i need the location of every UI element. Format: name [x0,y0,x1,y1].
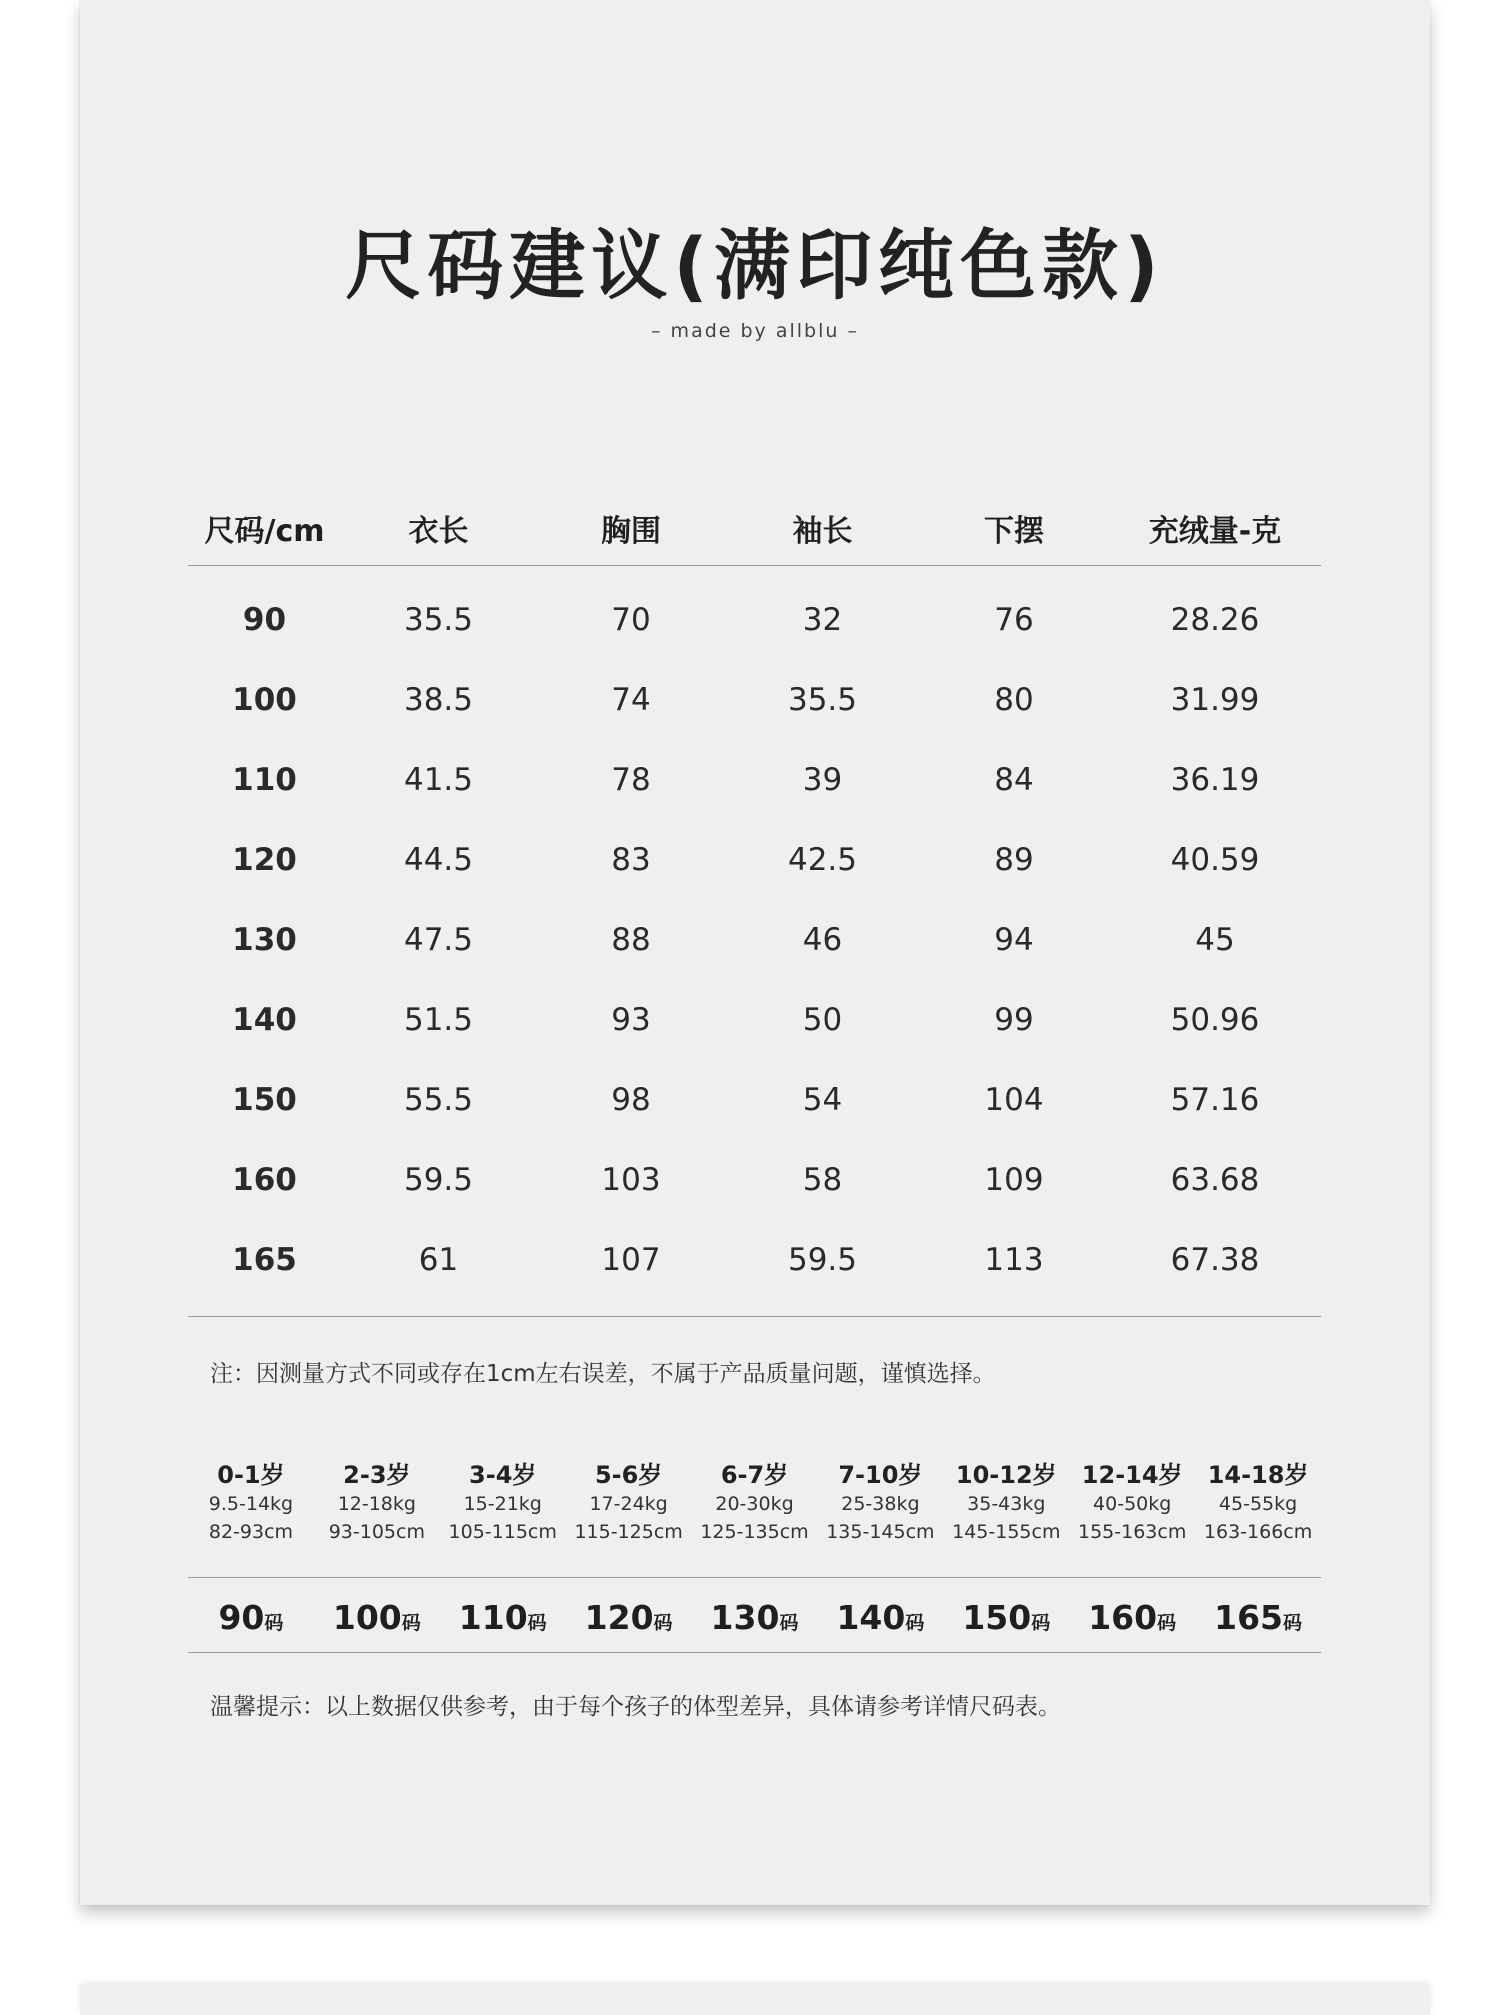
size-code-number: 160 [1088,1597,1158,1637]
page-title: 尺码建议(满印纯色款) [345,221,1165,310]
cell-chest: 83 [611,842,651,878]
size-code-unit: 码 [264,1611,284,1634]
age-range: 14-18岁 [1207,1461,1309,1489]
cell-length: 44.5 [403,842,474,878]
cell-chest: 74 [611,682,651,718]
cell-down-fill: 67.38 [1170,1242,1260,1278]
age-range: 2-3岁 [343,1461,411,1489]
size-code-number: 110 [458,1597,528,1637]
weight-range: 20-30kg [715,1493,794,1515]
size-code-unit: 码 [653,1611,673,1634]
cell-length: 41.5 [403,762,474,798]
size-code-unit: 码 [401,1611,421,1634]
table-body [188,580,1321,1300]
size-code [943,1598,1069,1637]
next-card-edge [80,1985,1430,2015]
size-code-unit: 码 [527,1611,547,1634]
cell-chest: 70 [611,602,651,638]
cell-hem: 113 [984,1242,1044,1278]
table-row [188,1140,1321,1220]
size-code [314,1598,440,1637]
weight-range: 25-38kg [841,1493,920,1515]
cell-sleeve: 32 [802,602,843,638]
age-range: 0-1岁 [217,1461,285,1489]
cell-size: 150 [232,1082,297,1118]
cell-hem: 80 [994,682,1034,718]
height-range: 82-93cm [208,1521,294,1543]
cell-size: 100 [232,682,297,718]
size-code-unit: 码 [779,1611,799,1634]
size-code-unit: 码 [905,1611,925,1634]
cell-size: 120 [232,842,297,878]
cell-down-fill: 36.19 [1170,762,1260,798]
size-code [440,1598,566,1637]
cell-chest: 93 [611,1002,651,1038]
size-table [188,490,1321,1300]
age-range: 7-10岁 [838,1461,923,1489]
cell-hem: 104 [984,1082,1044,1118]
header-down-fill: 充绒量-克 [1148,513,1282,549]
header-size: 尺码/cm [204,513,325,549]
table-row [188,1220,1321,1300]
age-range: 3-4岁 [469,1461,537,1489]
cell-size: 90 [242,602,287,638]
age-guide-item [817,1455,943,1549]
size-code [566,1598,692,1637]
weight-range: 40-50kg [1093,1493,1172,1515]
cell-chest: 107 [601,1242,661,1278]
cell-chest: 103 [601,1162,661,1198]
table-divider [188,1316,1321,1317]
table-row [188,580,1321,660]
cell-sleeve: 42.5 [787,842,858,878]
age-range: 5-6岁 [594,1461,663,1489]
height-range: 93-105cm [328,1521,425,1543]
age-guide-item [188,1455,314,1549]
cell-sleeve: 54 [802,1082,843,1118]
header-chest: 胸围 [601,513,661,549]
table-row [188,980,1321,1060]
cell-length: 51.5 [403,1002,474,1038]
age-guide [188,1455,1321,1549]
reference-tip: 温馨提示：以上数据仅供参考，由于每个孩子的体型差异，具体请参考详情尺码表。 [210,1694,1061,1720]
size-code-unit: 码 [1157,1611,1177,1634]
cell-hem: 94 [994,922,1034,958]
cell-down-fill: 57.16 [1170,1082,1260,1118]
age-range: 12-14岁 [1081,1461,1183,1489]
cell-length: 47.5 [403,922,474,958]
cell-size: 130 [232,922,297,958]
age-guide-item [566,1455,692,1549]
cell-length: 55.5 [403,1082,474,1118]
measurement-note: 注：因测量方式不同或存在1cm左右误差，不属于产品质量问题，谨慎选择。 [210,1361,996,1387]
size-code-number: 140 [836,1597,906,1637]
cell-hem: 84 [994,762,1034,798]
height-range: 105-115cm [448,1521,557,1543]
height-range: 125-135cm [700,1521,809,1543]
weight-range: 45-55kg [1218,1493,1298,1515]
brand-subtitle: – made by allblu – [651,320,859,342]
cell-sleeve: 46 [802,922,843,958]
age-guide-item [1195,1455,1321,1549]
size-code-number: 130 [710,1597,780,1637]
cell-length: 59.5 [403,1162,474,1198]
size-code-number: 100 [332,1597,402,1637]
size-code-number: 150 [962,1597,1032,1637]
weight-range: 15-21kg [463,1493,542,1515]
age-guide-item [440,1455,566,1549]
age-range: 6-7岁 [720,1461,789,1489]
height-range: 163-166cm [1203,1521,1313,1543]
table-row [188,820,1321,900]
cell-chest: 78 [611,762,651,798]
age-guide-item [314,1455,440,1549]
cell-size: 140 [232,1002,297,1038]
age-range: 10-12岁 [955,1461,1057,1489]
code-divider-bottom [188,1652,1321,1653]
cell-chest: 88 [611,922,651,958]
size-code-unit: 码 [1031,1611,1051,1634]
size-code [188,1598,314,1637]
table-row [188,900,1321,980]
weight-range: 17-24kg [589,1493,668,1515]
size-code-number: 120 [584,1597,654,1637]
height-range: 145-155cm [952,1521,1061,1543]
size-code [692,1598,818,1637]
cell-size: 160 [232,1162,297,1198]
table-row [188,1060,1321,1140]
cell-down-fill: 40.59 [1170,842,1260,878]
size-code-number: 165 [1214,1597,1283,1637]
size-code-unit: 码 [1283,1611,1303,1634]
height-range: 115-125cm [574,1521,683,1543]
cell-down-fill: 45 [1195,922,1235,958]
cell-sleeve: 39 [802,762,843,798]
cell-size: 165 [232,1242,297,1278]
cell-length: 38.5 [403,682,474,718]
cell-down-fill: 28.26 [1170,602,1260,638]
cell-down-fill: 31.99 [1170,682,1260,718]
cell-hem: 99 [994,1002,1034,1038]
cell-down-fill: 50.96 [1170,1002,1260,1038]
cell-length: 61 [418,1242,459,1278]
cell-hem: 109 [984,1162,1044,1198]
size-chart-card [80,0,1430,1905]
size-code-row [188,1584,1321,1650]
cell-chest: 98 [611,1082,651,1118]
height-range: 155-163cm [1078,1521,1187,1543]
weight-range: 35-43kg [967,1493,1046,1515]
cell-hem: 89 [994,842,1034,878]
table-row [188,740,1321,820]
cell-hem: 76 [994,602,1034,638]
weight-range: 9.5-14kg [208,1493,294,1515]
height-range: 135-145cm [826,1521,935,1543]
cell-sleeve: 50 [802,1002,843,1038]
size-code [1069,1598,1195,1637]
age-guide-item [943,1455,1069,1549]
size-code-number: 90 [218,1597,265,1637]
age-guide-item [692,1455,818,1549]
cell-sleeve: 35.5 [787,682,858,718]
header-hem: 下摆 [984,513,1044,549]
age-guide-item [1069,1455,1195,1549]
header-sleeve: 袖长 [792,513,853,549]
cell-down-fill: 63.68 [1170,1162,1260,1198]
cell-sleeve: 58 [802,1162,843,1198]
table-row [188,660,1321,740]
cell-sleeve: 59.5 [787,1242,858,1278]
cell-size: 110 [232,762,297,798]
weight-range: 12-18kg [337,1493,416,1515]
code-divider-top [188,1577,1321,1578]
cell-length: 35.5 [403,602,474,638]
table-header-row [188,490,1321,566]
size-code [817,1598,943,1637]
header-length: 衣长 [408,513,469,549]
size-code [1195,1598,1321,1637]
